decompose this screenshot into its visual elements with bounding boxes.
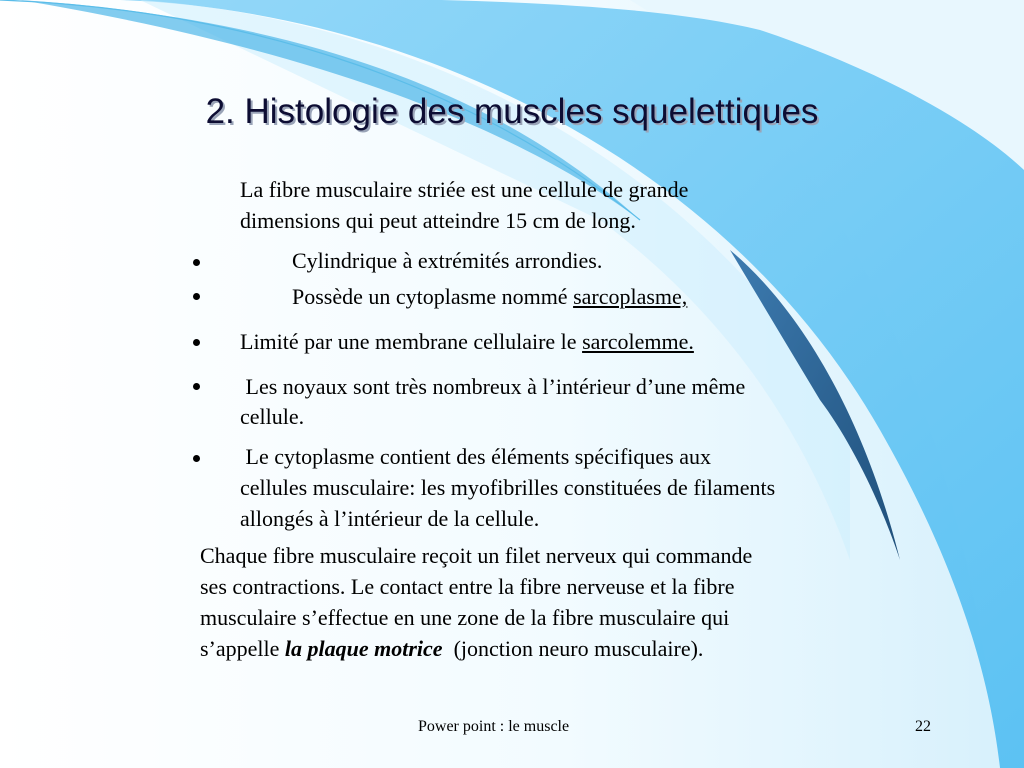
bullet-text-noyaux-line-2: cellule.: [240, 404, 305, 429]
closing-text-part: (jonction neuro musculaire).: [442, 636, 704, 661]
slide-title: 2. Histologie des muscles squelettiques: [205, 92, 819, 131]
bullet-dot: [193, 339, 200, 346]
bullet-text-cytoplasme-line-2: cellules musculaire: les myofibrilles constituées de filaments: [240, 475, 776, 500]
closing-line-1: Chaque fibre musculaire reçoit un filet nerveux qui commande: [200, 543, 753, 568]
plaque-motrice-term: la plaque motrice: [284, 636, 443, 661]
bullet-text-cytoplasme-line-3: allongés à l’intérieur de la cellule.: [240, 506, 540, 531]
bullet-text-noyaux-line-1: Les noyaux sont très nombreux à l’intérieur d’une même: [240, 374, 746, 399]
closing-line-2: ses contractions. Le contact entre la fibre nerveuse et la fibre: [200, 574, 735, 599]
bullet-text-part: Limité par une membrane cellulaire le: [240, 329, 583, 354]
footer-label: Power point : le muscle: [418, 718, 570, 735]
bullet-text-sarcolemme: [240, 327, 694, 356]
bullet-text-part: Possède un cytoplasme nommé: [292, 284, 574, 309]
bullet-dot: [193, 293, 200, 300]
sarcoplasme-term: sarcoplasme,: [573, 284, 688, 309]
closing-line-4: [200, 634, 703, 663]
bullet-text-cylindrique: Cylindrique à extrémités arrondies.: [292, 248, 603, 273]
bullet-text-sarcoplasme: [292, 282, 687, 311]
bullet-dot: [193, 383, 200, 390]
page-number: 22: [915, 718, 931, 735]
bullet-dot: [193, 455, 200, 462]
intro-line-2: dimensions qui peut atteindre 15 cm de long.: [240, 208, 636, 233]
closing-line-3: musculaire s’effectue en une zone de la fibre musculaire qui: [200, 605, 730, 630]
intro-line-1: La fibre musculaire striée est une cellule de grande: [240, 177, 689, 202]
closing-text-part: s’appelle: [200, 636, 285, 661]
bullet-dot: [193, 259, 200, 266]
bullet-text-cytoplasme-line-1: Le cytoplasme contient des éléments spécifiques aux: [240, 444, 712, 469]
sarcolemme-term: sarcolemme.: [582, 329, 694, 354]
